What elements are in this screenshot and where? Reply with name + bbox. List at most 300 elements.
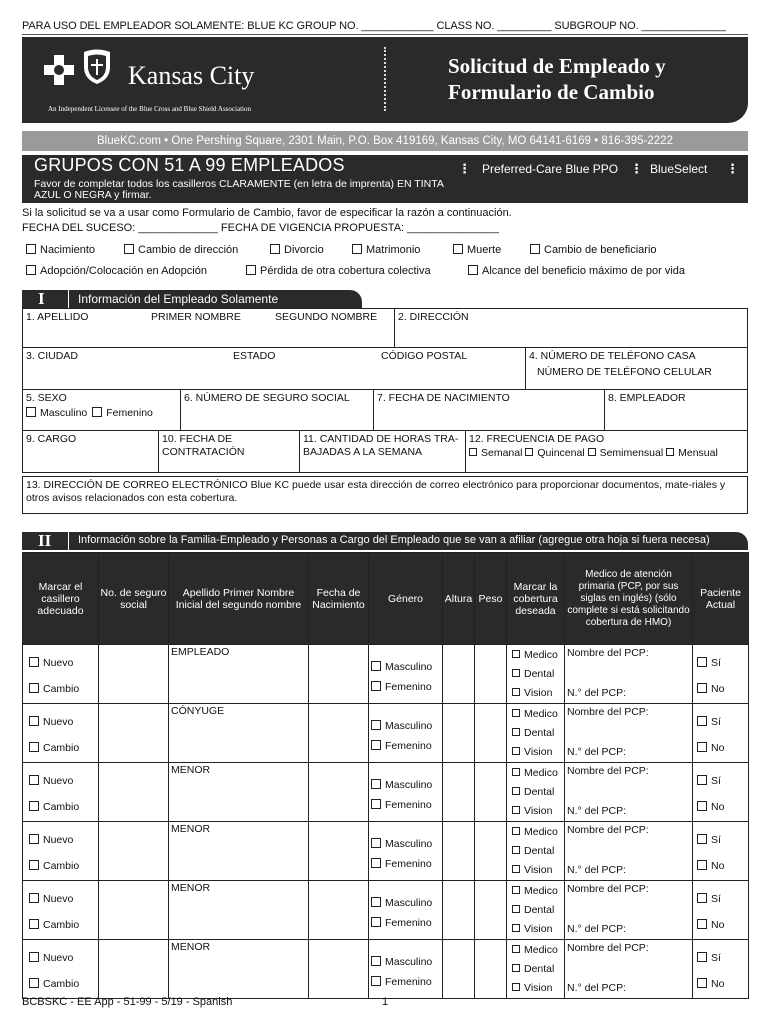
cell-marcar[interactable] (23, 940, 99, 999)
checkbox-cambio[interactable] (29, 860, 39, 870)
checkbox[interactable] (453, 244, 463, 254)
table-row (23, 704, 749, 763)
reason-perdida-cobertura[interactable] (246, 265, 431, 277)
checkbox-no[interactable] (697, 683, 707, 693)
cell-genero[interactable] (369, 704, 443, 763)
label-femenino: Femenino (385, 976, 432, 988)
reason-label: Pérdida de otra cobertura colectiva (260, 265, 431, 277)
checkbox-quincenal[interactable] (525, 448, 533, 456)
cell-seguro[interactable] (99, 822, 169, 881)
label-cambio: Cambio (43, 919, 80, 931)
label-horas-1: 11. CANTIDAD DE HORAS TRA- (303, 433, 459, 445)
cell-paciente[interactable] (693, 704, 749, 763)
checkbox-medico[interactable] (512, 768, 520, 776)
label-no: No (711, 801, 725, 813)
checkbox-dental[interactable] (512, 905, 520, 913)
table-header-row (23, 553, 749, 645)
brand-name: Kansas City (128, 61, 255, 90)
checkbox-medico[interactable] (512, 886, 520, 894)
checkbox-cambio[interactable] (29, 978, 39, 988)
cell-nombre[interactable] (169, 704, 309, 763)
checkbox-no[interactable] (697, 742, 707, 752)
table-row (23, 645, 749, 704)
checkbox-masculino[interactable] (371, 779, 381, 789)
cell-paciente[interactable] (693, 940, 749, 999)
label-medico: Medico (524, 826, 558, 838)
reason-label: Cambio de dirección (138, 244, 239, 256)
label-empleador: 8. EMPLEADOR (608, 392, 686, 404)
header-seguro: No. de seguro social (99, 553, 169, 645)
cell-cobertura[interactable] (507, 704, 565, 763)
form-title-line1: Solicitud de Empleado y (448, 54, 666, 78)
reason-label: Cambio de beneficiario (544, 244, 657, 256)
checkbox[interactable] (26, 244, 36, 254)
cell-marcar[interactable] (23, 704, 99, 763)
checkbox-cambio[interactable] (29, 742, 39, 752)
cell-fecha[interactable] (309, 763, 369, 822)
label-sexo: 5. SEXO (26, 392, 67, 404)
checkbox-femenino[interactable] (371, 976, 381, 986)
checkbox[interactable] (124, 244, 134, 254)
label-masculino: Masculino (385, 779, 433, 791)
checkbox-si[interactable] (697, 834, 707, 844)
checkbox-cambio[interactable] (29, 919, 39, 929)
plan-ppo[interactable] (482, 162, 618, 176)
field-ssn[interactable] (180, 389, 374, 431)
checkbox-nuevo[interactable] (29, 952, 39, 962)
label-pcp_no: N.° del PCP: (567, 805, 627, 817)
label-direccion: 2. DIRECCIÓN (398, 311, 469, 323)
label-medico: Medico (524, 885, 558, 897)
cell-pcp[interactable] (565, 881, 693, 940)
label-cambio: Cambio (43, 742, 80, 754)
label-semanal: Semanal (481, 447, 523, 459)
checkbox-no[interactable] (697, 860, 707, 870)
label-vision: Vision (524, 687, 553, 699)
label-vision: Vision (524, 982, 553, 994)
cell-seguro[interactable] (99, 940, 169, 999)
label-vision: Vision (524, 923, 553, 935)
cell-marcar[interactable] (23, 881, 99, 940)
reason-label: Nacimiento (40, 244, 96, 256)
cell-genero[interactable] (369, 763, 443, 822)
footer-form-code: BCBSKC - EE App - 51-99 - 5/19 - Spanish (22, 996, 233, 1008)
checkbox-femenino[interactable] (92, 407, 102, 417)
label-mensual: Mensual (678, 447, 718, 459)
group-instructions: Favor de completar todos los casilleros CLARAMENTE (en letra de imprenta) EN TINTA AZUL O NEGRA y firmar. (34, 178, 444, 201)
label-nuevo: Nuevo (43, 893, 74, 905)
row-member-type: EMPLEADO (171, 646, 230, 658)
checkbox-si[interactable] (697, 716, 707, 726)
cell-fecha[interactable] (309, 704, 369, 763)
cell-pcp[interactable] (565, 704, 693, 763)
label-masculino: Masculino (385, 838, 433, 850)
label-femenino: Femenino (385, 740, 432, 752)
label-pcp_no: N.° del PCP: (567, 923, 627, 935)
checkbox-cambio[interactable] (29, 683, 39, 693)
cell-fecha[interactable] (309, 881, 369, 940)
label-nuevo: Nuevo (43, 657, 74, 669)
checkbox-femenino[interactable] (371, 799, 381, 809)
section-number: I (38, 289, 45, 308)
label-pcp_name: Nombre del PCP: (567, 883, 649, 895)
label-tel-casa: 4. NÚMERO DE TELÉFONO CASA (529, 350, 696, 362)
label-pcp_no: N.° del PCP: (567, 687, 627, 699)
plan-blueselect[interactable] (650, 162, 707, 176)
field-telefono[interactable] (525, 347, 748, 390)
cell-marcar[interactable] (23, 645, 99, 704)
header-fecha: Fecha de Nacimiento (309, 553, 369, 645)
checkbox-medico[interactable] (512, 827, 520, 835)
checkbox-nuevo[interactable] (29, 657, 39, 667)
label-si: Sí (711, 893, 721, 905)
cell-pcp[interactable] (565, 940, 693, 999)
cell-cobertura[interactable] (507, 763, 565, 822)
reason-label: Matrimonio (366, 244, 421, 256)
cell-peso[interactable] (475, 940, 507, 999)
reason-label: Divorcio (284, 244, 324, 256)
change-dates[interactable]: FECHA DEL SUCESO: _____________ FECHA DE VIGENCIA PROPUESTA: _______________ (22, 222, 499, 234)
blue-cross-icon (44, 55, 74, 85)
table-body (23, 645, 749, 999)
table-row (23, 763, 749, 822)
cell-nombre[interactable] (169, 763, 309, 822)
checkbox-femenino[interactable] (371, 681, 381, 691)
reason-matrimonio[interactable] (352, 244, 420, 256)
cell-nombre[interactable] (169, 822, 309, 881)
label-cambio: Cambio (43, 860, 80, 872)
checkbox-cambio[interactable] (29, 801, 39, 811)
label-no: No (711, 919, 725, 931)
group-bar (22, 155, 748, 203)
reason-label: Muerte (467, 244, 502, 256)
cell-fecha[interactable] (309, 822, 369, 881)
checkbox[interactable] (270, 244, 280, 254)
checkbox-vision[interactable] (512, 865, 520, 873)
label-pcp_no: N.° del PCP: (567, 864, 627, 876)
cell-cobertura[interactable] (507, 822, 565, 881)
label-medico: Medico (524, 649, 558, 661)
checkbox-dental[interactable] (512, 669, 520, 677)
section-title: Información del Empleado Solamente (78, 292, 279, 306)
label-pcp_name: Nombre del PCP: (567, 824, 649, 836)
table-row (23, 881, 749, 940)
label-medico: Medico (524, 767, 558, 779)
checkbox-si[interactable] (697, 952, 707, 962)
checkbox-semanal[interactable] (469, 448, 477, 456)
checkbox-si[interactable] (697, 657, 707, 667)
field-direccion[interactable] (394, 308, 748, 348)
label-femenino: Femenino (385, 858, 432, 870)
label-quincenal: Quincenal (537, 447, 585, 459)
section-1-header (22, 290, 362, 308)
label-masculino: Masculino (385, 661, 433, 673)
checkbox[interactable] (468, 265, 478, 275)
checkbox-dental[interactable] (512, 846, 520, 854)
label-vision: Vision (524, 864, 553, 876)
section-title: Información sobre la Familia-Empleado y Personas a Cargo del Empleado que se van a afiliar (agregue otra hoja si fuera necesa) (78, 534, 710, 546)
divider (68, 290, 69, 308)
label-masculino: Masculino (385, 956, 433, 968)
checkbox-femenino[interactable] (371, 917, 381, 927)
label-pcp_name: Nombre del PCP: (567, 647, 649, 659)
cell-peso[interactable] (475, 704, 507, 763)
label-no: No (711, 742, 725, 754)
cell-altura[interactable] (443, 645, 475, 704)
checkbox[interactable] (352, 244, 362, 254)
reason-cambio-direccion[interactable] (124, 244, 238, 256)
checkbox-masculino[interactable] (371, 720, 381, 730)
licensee-text: An Independent Licensee of the Blue Cross and Blue Shield Association (48, 105, 251, 113)
reason-label: Alcance del beneficio máximo de por vida (482, 265, 686, 277)
cell-paciente[interactable] (693, 881, 749, 940)
label-medico: Medico (524, 708, 558, 720)
row-member-type: MENOR (171, 764, 211, 776)
sexo-options (26, 407, 177, 420)
label-dental: Dental (524, 786, 555, 798)
field-sexo[interactable] (22, 389, 181, 431)
label-femenino: Femenino (385, 681, 432, 693)
cell-altura[interactable] (443, 822, 475, 881)
label-no: No (711, 683, 725, 695)
cell-cobertura[interactable] (507, 940, 565, 999)
checkbox-dental[interactable] (512, 964, 520, 972)
cell-altura[interactable] (443, 940, 475, 999)
field-empleador[interactable] (604, 389, 748, 431)
label-si: Sí (711, 716, 721, 728)
cell-altura[interactable] (443, 763, 475, 822)
label-cambio: Cambio (43, 683, 80, 695)
cell-pcp[interactable] (565, 763, 693, 822)
table-row (23, 940, 749, 999)
label-femenino: Femenino (106, 407, 153, 419)
checkbox-masculino[interactable] (371, 838, 381, 848)
reason-muerte[interactable] (453, 244, 501, 256)
label-dental: Dental (524, 727, 555, 739)
checkbox-nuevo[interactable] (29, 716, 39, 726)
label-medico: Medico (524, 944, 558, 956)
checkbox-no[interactable] (697, 978, 707, 988)
header-genero: Género (369, 553, 443, 645)
checkbox-medico[interactable] (512, 945, 520, 953)
checkbox-masculino[interactable] (371, 956, 381, 966)
divider (68, 532, 69, 550)
label-dental: Dental (524, 845, 555, 857)
header-banner (22, 37, 748, 123)
label-dental: Dental (524, 904, 555, 916)
reason-alcance-beneficio[interactable] (468, 265, 685, 277)
reason-label: Adopción/Colocación en Adopción (40, 265, 207, 277)
field-contratacion[interactable] (158, 430, 300, 473)
section-2-header (22, 532, 748, 550)
cell-pcp[interactable] (565, 645, 693, 704)
label-nuevo: Nuevo (43, 834, 74, 846)
cell-fecha[interactable] (309, 940, 369, 999)
header-nombre: Apellido Primer Nombre Inicial del segundo nombre (169, 553, 309, 645)
table-row (23, 822, 749, 881)
checkbox-vision[interactable] (512, 924, 520, 932)
label-ciudad: 3. CIUDAD (26, 350, 78, 362)
checkbox-masculino[interactable] (371, 661, 381, 671)
group-title: GRUPOS CON 51 A 99 EMPLEADOS (34, 155, 345, 175)
page-number: 1 (382, 996, 389, 1008)
checkbox-si[interactable] (697, 893, 707, 903)
field-nombre[interactable] (22, 308, 395, 348)
field-ciudad[interactable] (22, 347, 526, 390)
label-frecuencia: 12. FRECUENCIA DE PAGO (469, 433, 605, 445)
label-dental: Dental (524, 963, 555, 975)
cell-paciente[interactable] (693, 645, 749, 704)
checkbox-no[interactable] (697, 919, 707, 929)
checkbox-nuevo[interactable] (29, 775, 39, 785)
checkbox-medico[interactable] (512, 709, 520, 717)
header-pcp: Medico de atención primaria (PCP, por sus siglas en inglés) (sólo complete si está solicitando cobertura de HMO) (565, 553, 693, 645)
cell-nombre[interactable] (169, 881, 309, 940)
label-masculino: Masculino (385, 720, 433, 732)
checkbox-si[interactable] (697, 775, 707, 785)
label-si: Sí (711, 775, 721, 787)
label-si: Sí (711, 657, 721, 669)
label-tel-celular: NÚMERO DE TELÉFONO CELULAR (537, 366, 712, 378)
change-intro: Si la solicitud se va a usar como Formulario de Cambio, favor de especificar la razón a continuación. (22, 207, 512, 219)
row-member-type: MENOR (171, 823, 211, 835)
logo (36, 47, 316, 117)
field-email[interactable] (22, 476, 748, 514)
cell-genero[interactable] (369, 940, 443, 999)
label-femenino: Femenino (385, 917, 432, 929)
reason-divorcio[interactable] (270, 244, 324, 256)
cell-genero[interactable] (369, 881, 443, 940)
row-member-type: MENOR (171, 941, 211, 953)
row-member-type: CÓNYUGE (171, 705, 225, 717)
label-pcp_name: Nombre del PCP: (567, 765, 649, 777)
section-number: II (38, 531, 52, 550)
cell-seguro[interactable] (99, 881, 169, 940)
cell-peso[interactable] (475, 763, 507, 822)
label-ssn: 6. NÚMERO DE SEGURO SOCIAL (184, 392, 350, 404)
cell-peso[interactable] (475, 881, 507, 940)
reason-nacimiento[interactable] (26, 244, 95, 256)
label-cargo: 9. CARGO (26, 433, 77, 445)
checkbox-mensual[interactable] (666, 448, 674, 456)
cell-nombre[interactable] (169, 645, 309, 704)
cell-altura[interactable] (443, 704, 475, 763)
cell-genero[interactable] (369, 645, 443, 704)
cell-paciente[interactable] (693, 763, 749, 822)
field-nacimiento[interactable] (373, 389, 605, 431)
cell-seguro[interactable] (99, 704, 169, 763)
cell-cobertura[interactable] (507, 881, 565, 940)
dependents-table (22, 552, 749, 999)
label-dental: Dental (524, 668, 555, 680)
cell-cobertura[interactable] (507, 645, 565, 704)
label-masculino: Masculino (40, 407, 88, 419)
label-masculino: Masculino (385, 897, 433, 909)
label-no: No (711, 978, 725, 990)
label-si: Sí (711, 952, 721, 964)
cell-peso[interactable] (475, 645, 507, 704)
cell-nombre[interactable] (169, 940, 309, 999)
checkbox-dental[interactable] (512, 728, 520, 736)
label-horas-2: BAJADAS A LA SEMANA (303, 446, 423, 458)
label-pcp_name: Nombre del PCP: (567, 942, 649, 954)
checkbox-vision[interactable] (512, 747, 520, 755)
checkbox-vision[interactable] (512, 806, 520, 814)
label-segundo-nombre: SEGUNDO NOMBRE (275, 311, 378, 323)
cell-altura[interactable] (443, 881, 475, 940)
label-contratacion-2: CONTRATACIÓN (162, 446, 245, 458)
checkbox-vision[interactable] (512, 688, 520, 696)
checkbox-no[interactable] (697, 801, 707, 811)
field-horas[interactable] (299, 430, 466, 473)
label-semimensual: Semimensual (599, 447, 664, 459)
label-pcp_no: N.° del PCP: (567, 746, 627, 758)
checkbox[interactable] (26, 265, 36, 275)
label-femenino: Femenino (385, 799, 432, 811)
label-apellido: 1. APELLIDO (26, 311, 89, 323)
label-nuevo: Nuevo (43, 775, 74, 787)
field-frecuencia[interactable] (465, 430, 748, 473)
label-cambio: Cambio (43, 978, 80, 990)
label-vision: Vision (524, 746, 553, 758)
cell-peso[interactable] (475, 822, 507, 881)
label-vision: Vision (524, 805, 553, 817)
reason-adopcion[interactable] (26, 265, 207, 277)
checkbox-nuevo[interactable] (29, 834, 39, 844)
checkbox-semimensual[interactable] (588, 448, 596, 456)
address-bar: BlueKC.com • One Pershing Square, 2301 Main, P.O. Box 419169, Kansas City, MO 64141-6169 • 816-395-2222 (22, 131, 748, 151)
cell-seguro[interactable] (99, 645, 169, 704)
header-marcar: Marcar el casillero adecuado (23, 553, 99, 645)
cell-pcp[interactable] (565, 822, 693, 881)
header-cobertura: Marcar la cobertura deseada (507, 553, 565, 645)
checkbox[interactable] (530, 244, 540, 254)
checkbox[interactable] (246, 265, 256, 275)
checkbox-nuevo[interactable] (29, 893, 39, 903)
banner-divider (384, 47, 386, 111)
label-pcp_no: N.° del PCP: (567, 982, 627, 994)
checkbox-masculino[interactable] (371, 897, 381, 907)
reason-cambio-beneficiario[interactable] (530, 244, 657, 256)
form-title-line2: Formulario de Cambio (448, 80, 655, 104)
cell-marcar[interactable] (23, 822, 99, 881)
checkbox-femenino[interactable] (371, 740, 381, 750)
dotted-divider: ⋮ (726, 161, 738, 176)
label-nacimiento: 7. FECHA DE NACIMIENTO (377, 392, 510, 404)
checkbox-vision[interactable] (512, 983, 520, 991)
checkbox-masculino[interactable] (26, 407, 36, 417)
cell-seguro[interactable] (99, 763, 169, 822)
label-nuevo: Nuevo (43, 952, 74, 964)
label-no: No (711, 860, 725, 872)
cell-fecha[interactable] (309, 645, 369, 704)
label-codigo-postal: CÓDIGO POSTAL (381, 350, 468, 362)
label-cambio: Cambio (43, 801, 80, 813)
checkbox-dental[interactable] (512, 787, 520, 795)
cell-paciente[interactable] (693, 822, 749, 881)
label-primer-nombre: PRIMER NOMBRE (151, 311, 241, 323)
checkbox-femenino[interactable] (371, 858, 381, 868)
header-paciente: Paciente Actual (693, 553, 749, 645)
cell-genero[interactable] (369, 822, 443, 881)
label-pcp_name: Nombre del PCP: (567, 706, 649, 718)
field-cargo[interactable] (22, 430, 159, 473)
frecuencia-options (469, 447, 744, 460)
checkbox-medico[interactable] (512, 650, 520, 658)
row-member-type: MENOR (171, 882, 211, 894)
cell-marcar[interactable] (23, 763, 99, 822)
plan-blueselect-label: BlueSelect (650, 162, 708, 176)
